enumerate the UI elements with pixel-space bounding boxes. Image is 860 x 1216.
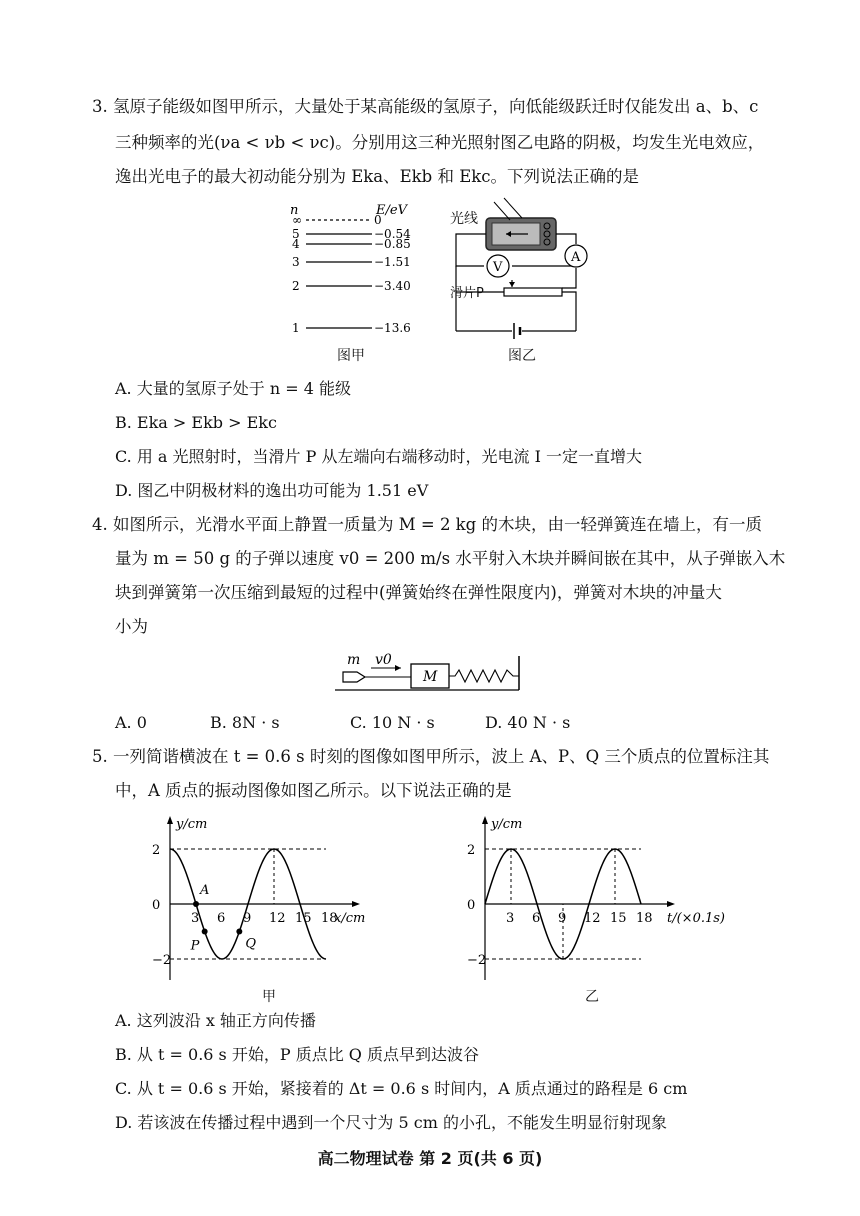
q4-option-a: A. 0 [115,713,147,732]
vibration-chart-yi [455,812,745,987]
x-tick-label: 3 [506,911,515,926]
q4-option-d: D. 40 N · s [485,713,571,732]
y-tick-label: 2 [467,843,476,858]
level-n-label: ∞ [292,213,302,227]
block-mass-label: M [423,669,438,685]
q5-option-a: A. 这列波沿 x 轴正方向传播 [115,1011,316,1030]
q5-stem-line-1: 5. 一列简谐横波在 t = 0.6 s 时刻的图像如图甲所示，波上 A、P、Q 三个质点的位置标注其 [92,747,770,766]
q3-option-c: C. 用 a 光照射时，当滑片 P 从左端向右端移动时，光电流 I 一定一直增大 [115,447,642,466]
x-tick-label: 15 [610,911,627,926]
y-axis-arrow [482,816,488,824]
particle-label-a: A [200,883,210,898]
q5-option-d: D. 若该波在传播过程中遇到一个尺寸为 5 cm 的小孔，不能发生明显衍射现象 [115,1113,668,1132]
y-axis-label: y/cm [491,817,523,832]
slider-label: 滑片P [450,286,484,301]
spring [449,670,519,682]
x-tick-label: 6 [217,911,226,926]
level-energy-label: −0.85 [374,237,411,251]
x-tick-label: 9 [558,911,567,926]
q4-stem-line-3: 块到弹簧第一次压缩到最短的过程中(弹簧始终在弹性限度内)，弹簧对木块的冲量大 [115,583,722,602]
light-ray-2 [504,198,522,218]
x-tick-label: 18 [321,911,338,926]
figure-jia-caption: 图甲 [337,348,365,364]
q3-stem-line-1: 3. 氢原子能级如图甲所示，大量处于某高能级的氢原子，向低能级跃迁时仅能发出 a、b、c [92,97,759,116]
x-tick-label: 12 [269,911,286,926]
q4-option-b: B. 8N · s [210,713,280,732]
particle-point-q [236,929,242,935]
level-n-label: 4 [292,237,300,251]
q3-option-a: A. 大量的氢原子处于 n = 4 能级 [115,379,351,398]
level-energy-label: −0.54 [374,227,411,241]
level-n-label: 1 [292,321,300,335]
level-n-label: 5 [292,227,300,241]
y-axis-arrow [167,816,173,824]
light-label: 光线 [450,211,478,227]
level-energy-label: 0 [374,213,382,227]
level-energy-label: −13.6 [374,321,411,335]
energy-level-diagram [280,198,430,368]
bullet-block-spring-diagram [335,650,535,696]
q5-stem-line-2: 中，A 质点的振动图像如图乙所示。以下说法正确的是 [115,781,512,800]
y-tick-label: 0 [152,898,161,913]
x-axis-label: x/cm [334,911,366,926]
q4-stem-line-1: 4. 如图所示，光滑水平面上静置一质量为 M = 2 kg 的木块，由一轻弹簧连在墙上，有一质 [92,515,762,534]
q3-stem-line-3: 逸出光电子的最大初动能分别为 Eka、Ekb 和 Ekc。下列说法正确的是 [115,167,640,186]
q5-option-c: C. 从 t = 0.6 s 开始，紧接着的 Δt = 0.6 s 时间内，A 质点通过的路程是 6 cm [115,1079,688,1098]
x-axis-arrow [667,901,675,907]
q5-option-b: B. 从 t = 0.6 s 开始，P 质点比 Q 质点早到达波谷 [115,1045,479,1064]
q3-stem-line-2: 三种频率的光(νa < νb < νc)。分别用这三种光照射图乙电路的阴极，均发生光电效应， [115,133,765,152]
particle-label-q: Q [245,936,257,952]
velocity-label: v0 [375,652,392,668]
page-footer: 高二物理试卷 第 2 页(共 6 页) [317,1149,543,1168]
particle-point-a [193,901,199,907]
x-tick-label: 6 [532,911,541,926]
q4-stem-line-4: 小为 [115,617,148,636]
e-axis-label: E/eV [376,203,407,218]
x-tick-label: 9 [243,911,252,926]
x-tick-label: 3 [191,911,200,926]
q4-option-c: C. 10 N · s [350,713,435,732]
q3-option-d: D. 图乙中阴极材料的逸出功可能为 1.51 eV [115,481,429,500]
level-n-label: 3 [292,255,300,269]
n-axis-label: n [290,203,299,218]
x-axis-arrow [352,901,360,907]
rheostat [504,288,562,296]
ammeter-label: A [571,250,581,265]
level-energy-label: −1.51 [374,255,411,269]
figure-yi-caption: 图乙 [508,348,536,364]
x-tick-label: 18 [636,911,653,926]
voltmeter-label: V [493,260,503,275]
y-axis-label: y/cm [176,817,208,832]
x-tick-label: 12 [584,911,601,926]
y-tick-label: 0 [467,898,476,913]
chart-yi-caption: 乙 [585,989,599,1005]
wave-chart-jia [140,812,420,987]
chart-jia-caption: 甲 [262,989,276,1005]
x-axis-label: t/(×0.1s) [667,911,725,926]
x-tick-label: 15 [295,911,312,926]
particle-point-p [202,929,208,935]
q3-option-b: B. Eka > Ekb > Ekc [115,413,277,432]
bullet-mass-label: m [347,652,361,668]
level-energy-label: −3.40 [374,279,411,293]
particle-label-p: P [190,938,200,954]
y-tick-label: 2 [152,843,161,858]
y-tick-label: −2 [467,953,487,968]
q4-stem-line-2: 量为 m = 50 g 的子弹以速度 v0 = 200 m/s 水平射入木块并瞬间嵌在其中，从子弹嵌入木 [115,549,786,568]
y-tick-label: −2 [152,953,172,968]
level-n-label: 2 [292,279,300,293]
bullet [343,672,365,682]
